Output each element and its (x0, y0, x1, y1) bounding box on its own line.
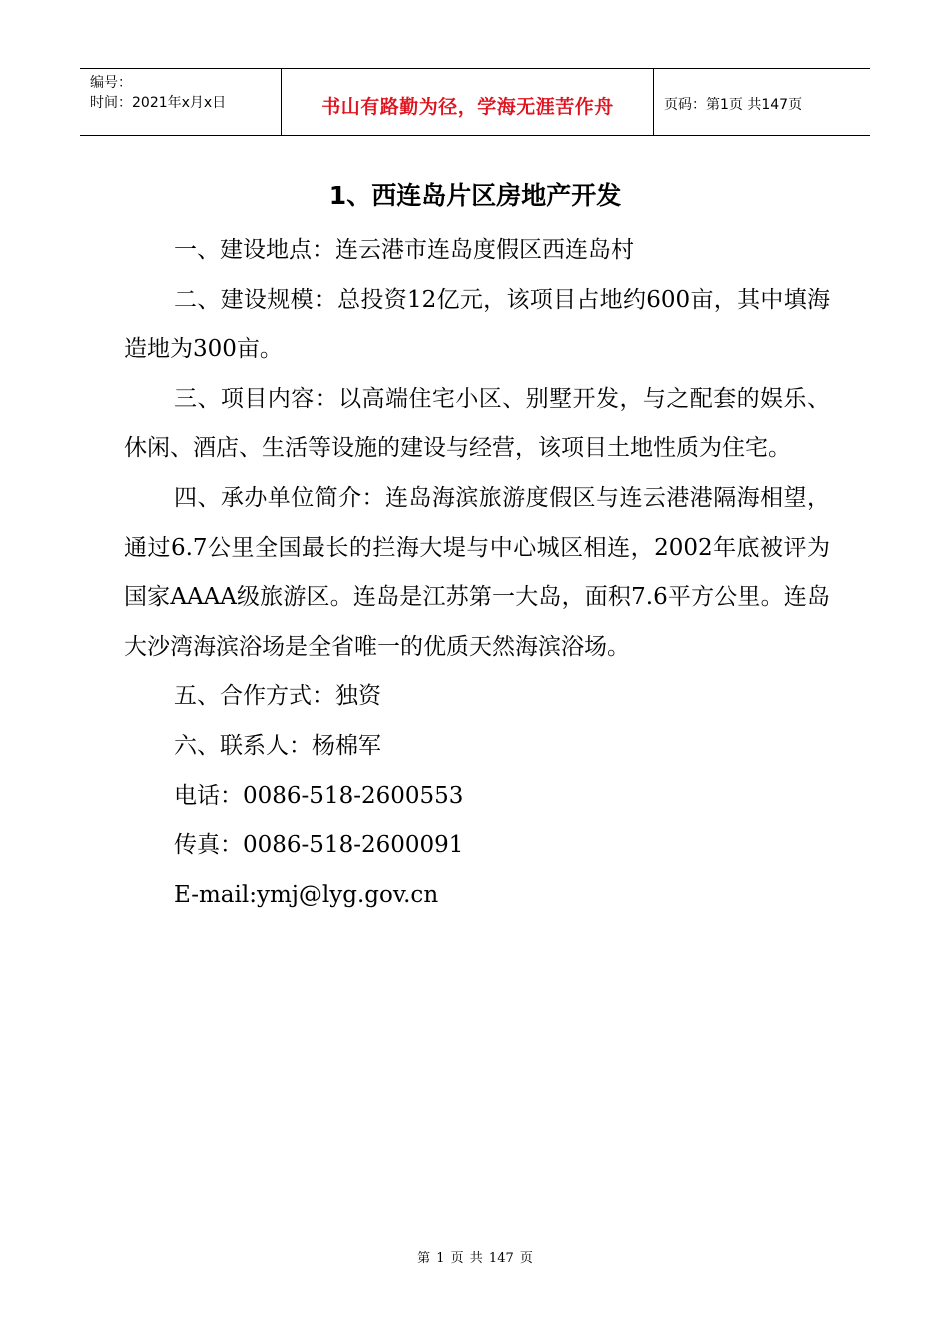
header-motto: 书山有路勤为径，学海无涯苦作舟 (281, 69, 654, 135)
paragraph-location: 一、建设地点：连云港市连岛度假区西连岛村 (174, 237, 634, 263)
page-header (80, 68, 870, 136)
header-meta (80, 69, 281, 135)
paragraph-organizer: 四、承办单位简介：连岛海滨旅游度假区与连云港港隔海相望，通过6.7公里全国最长的拦海大堤与中心城区相连，2002年底被评为国家AAAA级旅游区。连岛是江苏第一大岛，面积7.6平方公里。连岛大沙湾海滨浴场是全省唯一的优质天然海滨浴场。 (124, 484, 830, 660)
paragraph-phone: 电话：0086-518-2600553 (174, 782, 464, 809)
document-number-label: 编号： (90, 75, 132, 91)
header-page-number: 页码：第1页 共147页 (664, 97, 803, 113)
document-body (124, 226, 830, 920)
paragraph-email: E-mail:ymj@lyg.gov.cn (174, 881, 439, 908)
document-title: 1、西连岛片区房地产开发 (328, 181, 622, 210)
page-footer: 第 1 页 共 147 页 (417, 1251, 533, 1266)
paragraph-scale: 二、建设规模：总投资12亿元，该项目占地约600亩，其中填海造地为300亩。 (124, 286, 830, 363)
paragraph-contact: 六、联系人：杨棉军 (174, 732, 381, 759)
paragraph-content: 三、项目内容：以高端住宅小区、别墅开发，与之配套的娱乐、休闲、酒店、生活等设施的建设与经营，该项目土地性质为住宅。 (124, 385, 830, 462)
paragraph-cooperation: 五、合作方式：独资 (174, 683, 381, 710)
paragraph-fax: 传真：0086-518-2600091 (174, 832, 464, 859)
document-date-label: 时间：2021年x月x日 (90, 95, 227, 111)
